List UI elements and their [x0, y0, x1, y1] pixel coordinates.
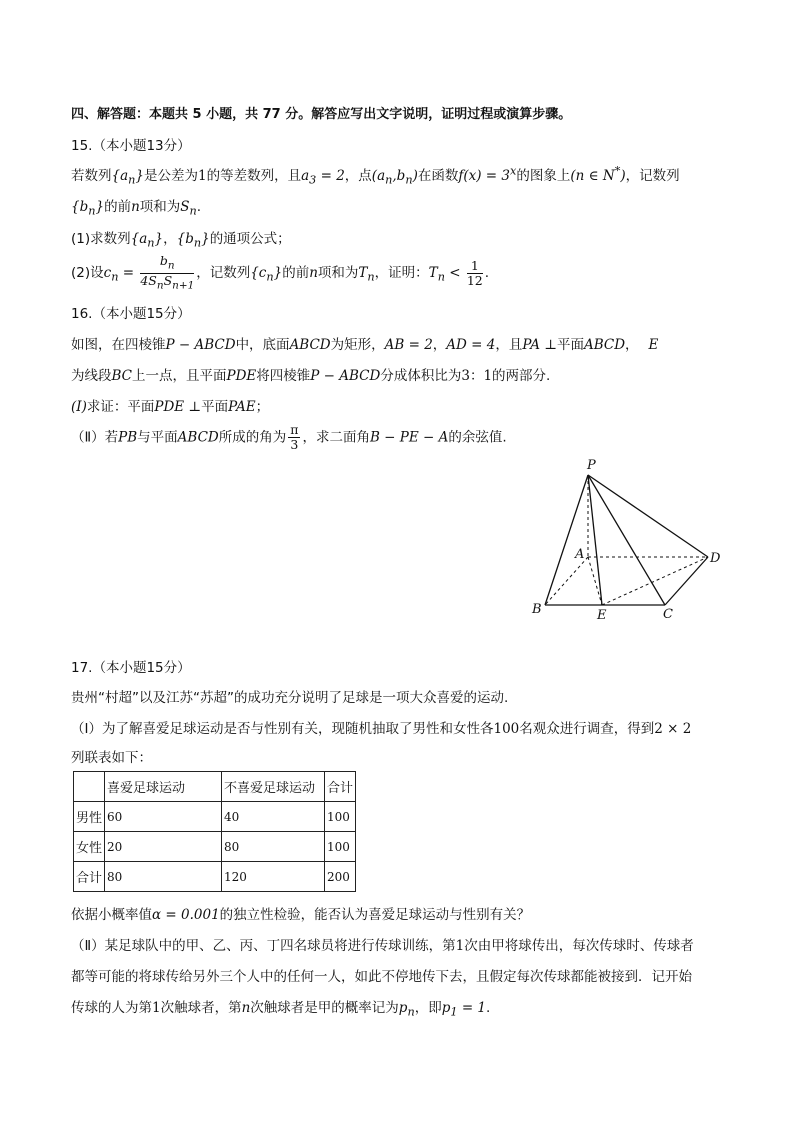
pyramid-figure: [525, 455, 735, 625]
q17-header: 17.（本小题15分）: [71, 660, 191, 676]
q16-header: 16.（本小题15分）: [71, 306, 191, 322]
section-heading: 四、解答题：本题共 5 小题，共 77 分。解答应写出文字说明，证明过程或演算步骤。: [71, 107, 572, 122]
q15-fraction-cn: $\frac{b_n}{4S_nS_{n+1}}$: [140, 253, 195, 291]
label-C: C: [663, 607, 673, 622]
q15-fraction-bound: $\frac{1}{12}$: [466, 257, 483, 288]
table-header-cell: 喜爱足球运动: [105, 772, 222, 802]
q15-part2: (2)设$c_n$ = $\frac{b_n}{4S_nS_{n+1}}$ ，记数列$\{c_n\}$的前n项和为$T_n$，证明：$T_n$ < $\frac{1}{12}$ .: [71, 253, 490, 291]
table-header-row: [74, 772, 356, 802]
q16-stem-line1: 如图，在四棱锥P − ABCD中，底面ABCD为矩形，AB = 2，AD = 4，且PA ⊥平面ABCD， E: [71, 337, 659, 353]
table-cell: 男性: [74, 802, 105, 832]
q17-after-table: 依据小概率值α = 0.001的独立性检验，能否认为喜爱足球运动与性别有关？: [71, 907, 531, 923]
q16-part1: (I)求证：平面PDE ⊥平面PAE；: [71, 399, 270, 415]
edge-PD: [588, 475, 708, 557]
q15-stem-line2: $\{b_n\}$的前n项和为$S_n$.: [71, 199, 202, 218]
q16-part2: （Ⅱ）若PB与平面ABCD所成的角为 $\frac{\pi}{3}$ ，求二面角B − PE − A的余弦值.: [71, 422, 507, 452]
table-cell: 100: [325, 802, 356, 832]
table-header-cell: 不喜爱足球运动: [222, 772, 325, 802]
contingency-table: [73, 771, 356, 892]
q17-part1: （Ⅰ）为了解喜爱足球运动是否与性别有关，现随机抽取了男性和女性各100名观众进行调查，得到2 × 2: [71, 721, 692, 737]
label-P: P: [587, 458, 596, 473]
table-cell: 合计: [74, 862, 105, 892]
q17-part1-continued: 列联表如下：: [71, 750, 152, 766]
table-row: [74, 802, 356, 832]
table-cell: 100: [325, 832, 356, 862]
edge-ED: [602, 557, 708, 605]
label-A: A: [575, 547, 585, 562]
table-row: [74, 862, 356, 892]
label-E: E: [597, 608, 607, 623]
q17-intro: 贵州“村超”以及江苏“苏超”的成功充分说明了足球是一项大众喜爱的运动.: [71, 690, 509, 706]
q17-part2-line3: 传球的人为第1次触球者，第n次触球者是甲的概率记为$p_n$，即$p_1 = 1$.: [71, 1000, 491, 1019]
q17-part2-line2: 都等可能的将球传给另外三个人中的任何一人，如此不停地传下去，且假定每次传球都能被接到．记开始: [71, 969, 692, 985]
q16-stem-line2: 为线段BC上一点，且平面PDE将四棱锥P − ABCD分成体积比为3：1的两部分.: [71, 368, 551, 384]
q17-part2-line1: （Ⅱ）某足球队中的甲、乙、丙、丁四名球员将进行传球训练，第1次由甲将球传出，每次传球时、传球者: [71, 938, 694, 954]
table-cell: 120: [222, 862, 325, 892]
q15-part1: (1)求数列$\{a_n\}$，$\{b_n\}$的通项公式；: [71, 231, 291, 250]
table-cell: 女性: [74, 832, 105, 862]
label-D: D: [710, 551, 721, 566]
table-cell: 40: [222, 802, 325, 832]
edge-CD: [665, 557, 708, 605]
q15-stem-line1: 若数列$\{a_n\}$是公差为1的等差数列，且$a_3 = 2$，点$(a_n,b_n)$在函数$f(x) = 3^x$的图象上(n ∈ N*)，记数列: [71, 164, 680, 187]
table-header-cell: 合计: [325, 772, 356, 802]
edge-PB: [545, 475, 588, 605]
edge-AB: [545, 557, 588, 605]
table-cell: 80: [105, 862, 222, 892]
q15-header: 15.（本小题13分）: [71, 138, 191, 154]
table-row: [74, 832, 356, 862]
q16-fraction-angle: $\frac{\pi}{3}$: [290, 422, 299, 452]
table-header-cell: [74, 772, 105, 802]
table-cell: 60: [105, 802, 222, 832]
table-cell: 20: [105, 832, 222, 862]
table-cell: 80: [222, 832, 325, 862]
table-cell: 200: [325, 862, 356, 892]
label-B: B: [532, 602, 542, 617]
